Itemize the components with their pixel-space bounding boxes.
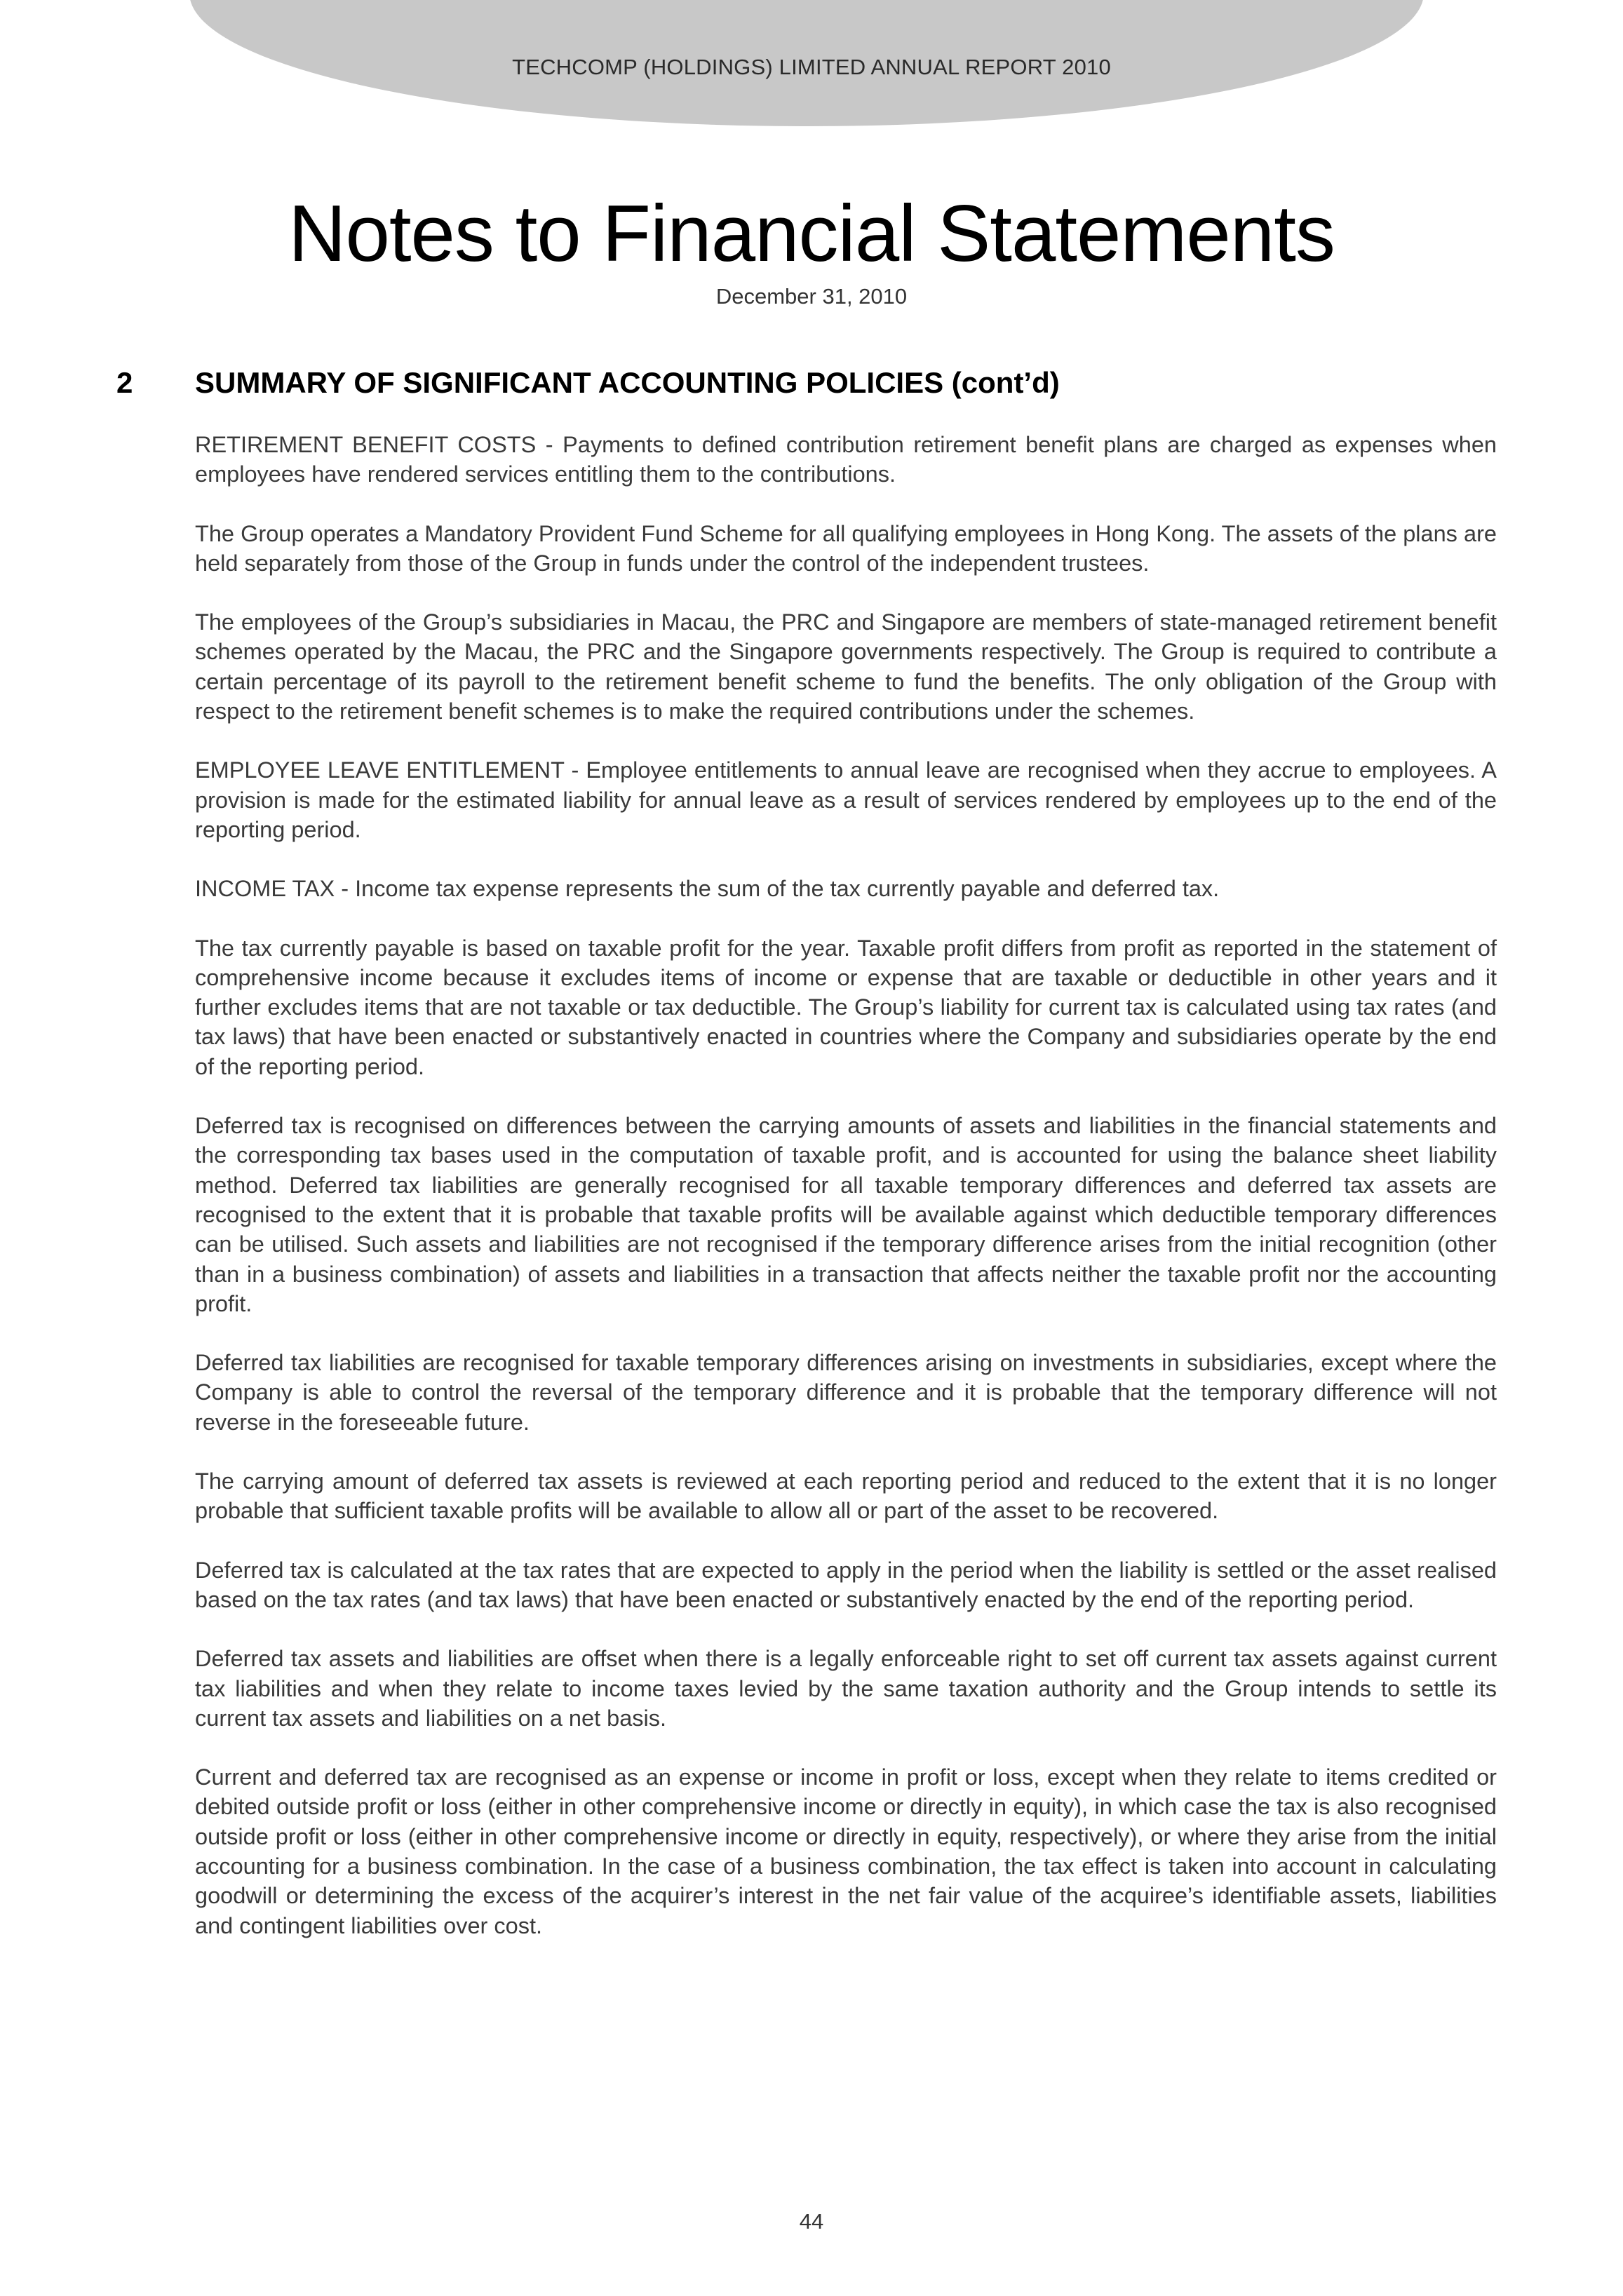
paragraph-deferred-tax-liabilities: Deferred tax liabilities are recognised for taxable temporary differences arising on investments in subsidiaries, except where the Company is able to control the reversal of the temporary difference and it is probable that the temporary difference will not reverse in the foreseeable future. xyxy=(195,1350,1497,1435)
section-title: SUMMARY OF SIGNIFICANT ACCOUNTING POLICIES (cont’d) xyxy=(195,366,1060,399)
body-text xyxy=(195,430,1497,1970)
section-number: 2 xyxy=(116,366,133,399)
paragraph-retirement-benefit-costs: RETIREMENT BENEFIT COSTS - Payments to defined contribution retirement benefit plans are charged as expenses when employees have rendered services entitling them to the contributions. xyxy=(195,432,1497,487)
paragraph-employee-leave-entitlement: EMPLOYEE LEAVE ENTITLEMENT - Employee entitlements to annual leave are recognised when they accrue to employees. A provision is made for the estimated liability for annual leave as a result of services rendered by employees up to the end of the reporting period. xyxy=(195,757,1497,842)
page-title: Notes to Financial Statements xyxy=(288,189,1335,278)
paragraph-mandatory-provident-fund: The Group operates a Mandatory Provident Fund Scheme for all qualifying employees in Hong Kong. The assets of the plans are held separately from those of the Group in funds under the control of the independent trustees. xyxy=(195,520,1497,576)
paragraph-deferred-tax-recognition: Deferred tax is recognised on differences between the carrying amounts of assets and liabilities in the financial statements and the corresponding tax bases used in the computation of taxable profit, and is accounted for using the balance sheet liability method. Deferred tax liabilities are generally recognised for all taxable temporary differences and deferred tax assets are recognised to the extent that it is probable that taxable profits will be available against which deductible temporary differences can be utilised. Such assets and liabilities are not recognised if the temporary difference arises from the initial recognition (other than in a business combination) of assets and liabilities in a transaction that affects neither the taxable profit nor the accounting profit. xyxy=(195,1113,1497,1316)
running-header: TECHCOMP (HOLDINGS) LIMITED ANNUAL REPORT 2010 xyxy=(512,55,1111,79)
paragraph-state-managed-schemes: The employees of the Group’s subsidiaries in Macau, the PRC and Singapore are members of state-managed retirement benefit schemes operated by the Macau, the PRC and the Singapore governments respectively. The Group is required to contribute a certain percentage of its payroll to the retirement benefit scheme to fund the benefits. The only obligation of the Group with respect to the retirement benefit schemes is to make the required contributions under the schemes. xyxy=(195,609,1497,724)
paragraph-deferred-tax-assets-review: The carrying amount of deferred tax assets is reviewed at each reporting period and reduced to the extent that it is no longer probable that sufficient taxable profits will be available to allow all or part of the asset to be recovered. xyxy=(195,1468,1497,1524)
paragraph-income-tax: INCOME TAX - Income tax expense represents the sum of the tax currently payable and deferred tax. xyxy=(195,876,1220,902)
paragraph-current-tax: The tax currently payable is based on taxable profit for the year. Taxable profit differs from profit as reported in the statement of comprehensive income because it excludes items of income or expense that are taxable or deductible in other years and it further excludes items that are not taxable or tax deductible. The Group’s liability for current tax is calculated using tax rates (and tax laws) that have been enacted or substantively enacted in countries where the Company and subsidiaries operate by the end of the reporting period. xyxy=(195,935,1497,1079)
page-number: 44 xyxy=(799,2209,824,2234)
page-date: December 31, 2010 xyxy=(715,284,908,309)
paragraph-tax-offset: Deferred tax assets and liabilities are offset when there is a legally enforceable right to set off current tax assets against current tax liabilities and when they relate to income taxes levied by the same taxation authority and the Group intends to settle its current tax assets and liabilities on a net basis. xyxy=(195,1646,1497,1731)
paragraph-current-deferred-tax-recognition: Current and deferred tax are recognised as an expense or income in profit or loss, except when they relate to items credited or debited outside profit or loss (either in other comprehensive income or directly in equity), in which case the tax is also recognised outside profit or loss (either in other comprehensive income or directly in equity, respectively), or where they arise from the initial accounting for a business combination. In the case of a business combination, the tax effect is taken into account in calculating goodwill or determining the excess of the acquirer’s interest in the net fair value of the acquiree’s identifiable assets, liabilities and contingent liabilities over cost. xyxy=(195,1764,1497,1938)
paragraph-deferred-tax-rates: Deferred tax is calculated at the tax rates that are expected to apply in the period when the liability is settled or the asset realised based on the tax rates (and tax laws) that have been enacted or substantively enacted by the end of the reporting period. xyxy=(195,1557,1497,1612)
